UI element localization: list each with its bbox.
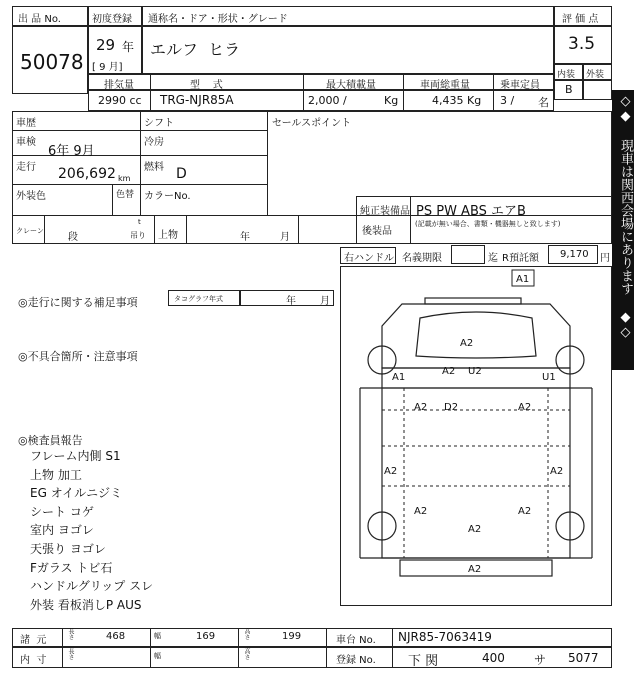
report-line: 上物 加工 (30, 467, 82, 482)
crane-hang: 吊り (130, 231, 146, 240)
tacho-month: 月 (320, 296, 330, 307)
report-line: 天張り ヨゴレ (30, 541, 106, 556)
mark-cab-top: A2 (460, 338, 474, 349)
report-line: フレーム内側 S1 (30, 449, 121, 463)
detail-vline-1 (140, 111, 141, 215)
model-label: 型 式 (190, 80, 223, 91)
report-label: ◎検査員報告 (18, 434, 83, 447)
crane-stage: 段 (68, 232, 78, 243)
report-line: 外装 看板消しP AUS (30, 597, 142, 612)
gross-label: 車両総重量 (420, 80, 470, 91)
reg-year-unit: 年 (122, 40, 135, 54)
report-line: EG オイルニジミ (30, 486, 123, 501)
after-label: 後装品 (362, 226, 392, 237)
drive-notes-label: ◎走行に関する補足事項 (18, 296, 138, 309)
model-value: TRG-NJR85A (160, 93, 234, 107)
mileage-unit: km (118, 174, 131, 183)
mark-cab-a2: A2 (442, 366, 456, 377)
reg-class: 400 (482, 651, 505, 665)
crane-divider-3 (186, 215, 187, 244)
exterior-label: 外装 (586, 70, 605, 80)
capacity-unit: 名 (538, 96, 549, 109)
displacement-label: 排気量 (104, 80, 134, 91)
mark-side-left: A2 (384, 466, 398, 477)
report-lines (30, 447, 153, 614)
dims-div-d (326, 628, 327, 668)
loading-month: 月 (280, 232, 290, 243)
width-label: 幅 (154, 632, 161, 640)
inner-label: 内 寸 (20, 655, 47, 666)
interior-grade: B (565, 83, 573, 96)
chassis-label: 車台 No. (336, 635, 376, 646)
report-line: シート コゲ (30, 504, 94, 519)
recycle-unit: 円 (600, 253, 610, 264)
detail-hline-3 (12, 184, 267, 185)
lot-number: 50078 (20, 50, 84, 74)
sales-points-label: セールスポイント (272, 118, 352, 129)
size-label: 諸 元 (20, 635, 47, 646)
after-note: (記載が無い場合、書類・機器無しと致します) (415, 220, 561, 228)
mark-side-right: A2 (550, 466, 564, 477)
arrears-label: 迄 (488, 253, 498, 264)
diagram-frame (341, 267, 612, 606)
spec-label-row (88, 74, 554, 90)
equip-left-line (356, 196, 357, 244)
length-label-2: 長さ (67, 648, 74, 660)
crane-divider (44, 215, 45, 244)
mark-bed-right: A2 (518, 506, 532, 517)
report-line: Fガラス トビ石 (30, 560, 113, 575)
color-no-value: カラーNo. (144, 191, 191, 202)
history-label: 車歴 (16, 118, 36, 129)
loading-label: 上物 (158, 230, 178, 241)
detail-vline-color (112, 184, 113, 215)
reg-month: [ 9 月] (92, 62, 123, 73)
length-label: 長さ (67, 628, 74, 640)
crane-label: クレーン (16, 227, 44, 235)
mark-front-left: A1 (392, 372, 406, 383)
reg-area: 下 関 (408, 654, 439, 669)
displacement-value: 2990 cc (98, 94, 142, 107)
dims-div-b (150, 628, 151, 668)
mark-left-a2: A2 (414, 402, 428, 413)
width-label-2: 幅 (154, 652, 161, 660)
dims-div-a (62, 628, 63, 668)
handle-value: 右ハンドル (344, 253, 394, 264)
mark-bed-left: A2 (414, 506, 428, 517)
exterior-grade-cell (583, 80, 612, 100)
recycle-label: R預託額 (502, 253, 539, 264)
mileage-label: 走行 (16, 162, 36, 173)
tacho-year: 年 (286, 296, 296, 307)
mirror-bar (425, 298, 521, 304)
score-value: 3.5 (568, 34, 596, 54)
ext-color-label: 外装色 (16, 191, 46, 202)
genuine-label: 純正装備品 (360, 206, 410, 217)
car-name: エルフ ヒラ (150, 40, 241, 59)
color-no-label: 色替 (116, 190, 135, 200)
capacity-label: 乗車定員 (500, 80, 540, 91)
mark-bed-center: A2 (468, 524, 482, 535)
load-unit: Kg (384, 94, 399, 107)
load-value: 2,000 / (308, 94, 347, 107)
ac-label: 冷房 (144, 137, 164, 148)
reg-num: 5077 (568, 651, 599, 665)
width-value: 169 (196, 631, 216, 642)
equip-label-line (410, 196, 411, 244)
score-label: 評 価 点 (562, 14, 599, 25)
gross-value: 4,435 Kg (432, 94, 482, 107)
mark-u2: U2 (468, 366, 482, 377)
load-label: 最大積載量 (326, 80, 376, 91)
tacho-label: タコグラフ年式 (174, 295, 223, 303)
chassis-value: NJR85-7063419 (398, 630, 492, 644)
car-name-label: 通称名・ドア・形状・グレード (148, 14, 288, 25)
crane-divider-4 (298, 215, 299, 244)
title-holder-box (451, 245, 485, 264)
loading-year: 年 (240, 232, 250, 243)
interior-label: 内装 (557, 70, 576, 80)
crane-t: t (138, 218, 141, 226)
height-value: 199 (282, 631, 302, 642)
mark-front-right: U1 (542, 372, 556, 383)
crane-divider-2 (154, 215, 155, 244)
inspection-value: 6年 9月 (48, 144, 95, 159)
reg-label: 登録 No. (336, 655, 376, 666)
mark-a1-box: A1 (516, 274, 530, 285)
height-label-2: 高さ (243, 648, 250, 660)
capacity-value: 3 / (500, 94, 515, 107)
reg-kana: サ (534, 653, 547, 667)
detail-vline-2 (267, 111, 268, 215)
report-line: ハンドルグリップ スレ (30, 579, 154, 594)
mark-rear: A2 (468, 564, 482, 575)
truck-diagram (340, 266, 612, 606)
mileage-value: 206,692 (58, 166, 116, 182)
shift-label: シフト (144, 118, 174, 129)
lot-label: 出 品 No. (18, 14, 61, 25)
title-holder-label: 名義期限 (402, 253, 442, 264)
report-line: 室内 ヨゴレ (30, 523, 94, 538)
detail-hline-1 (12, 130, 267, 131)
cab-window (416, 312, 536, 358)
fuel-label: 燃料 (144, 162, 164, 173)
dims-div-e (392, 628, 393, 668)
dims-div-c (238, 628, 239, 668)
dims-row-1 (12, 628, 612, 647)
genuine-value: PS PW ABS エアB (416, 204, 526, 219)
side-banner-text: ◇◆ 現車は関西会場にあります ◆◇ (618, 94, 633, 340)
dims-row-2 (12, 647, 612, 668)
inspection-label: 車検 (16, 137, 36, 148)
mark-d2: D2 (444, 402, 459, 413)
recycle-value: 9,170 (560, 249, 589, 260)
defects-label: ◎不具合箇所・注意事項 (18, 350, 138, 363)
height-label: 高さ (243, 628, 250, 640)
first-reg-label: 初度登録 (92, 14, 132, 25)
fuel-value: D (176, 166, 187, 182)
equip-top-line (356, 196, 612, 197)
length-value: 468 (106, 631, 126, 642)
reg-year: 29 (96, 36, 116, 54)
mark-right-a2: A2 (518, 402, 532, 413)
